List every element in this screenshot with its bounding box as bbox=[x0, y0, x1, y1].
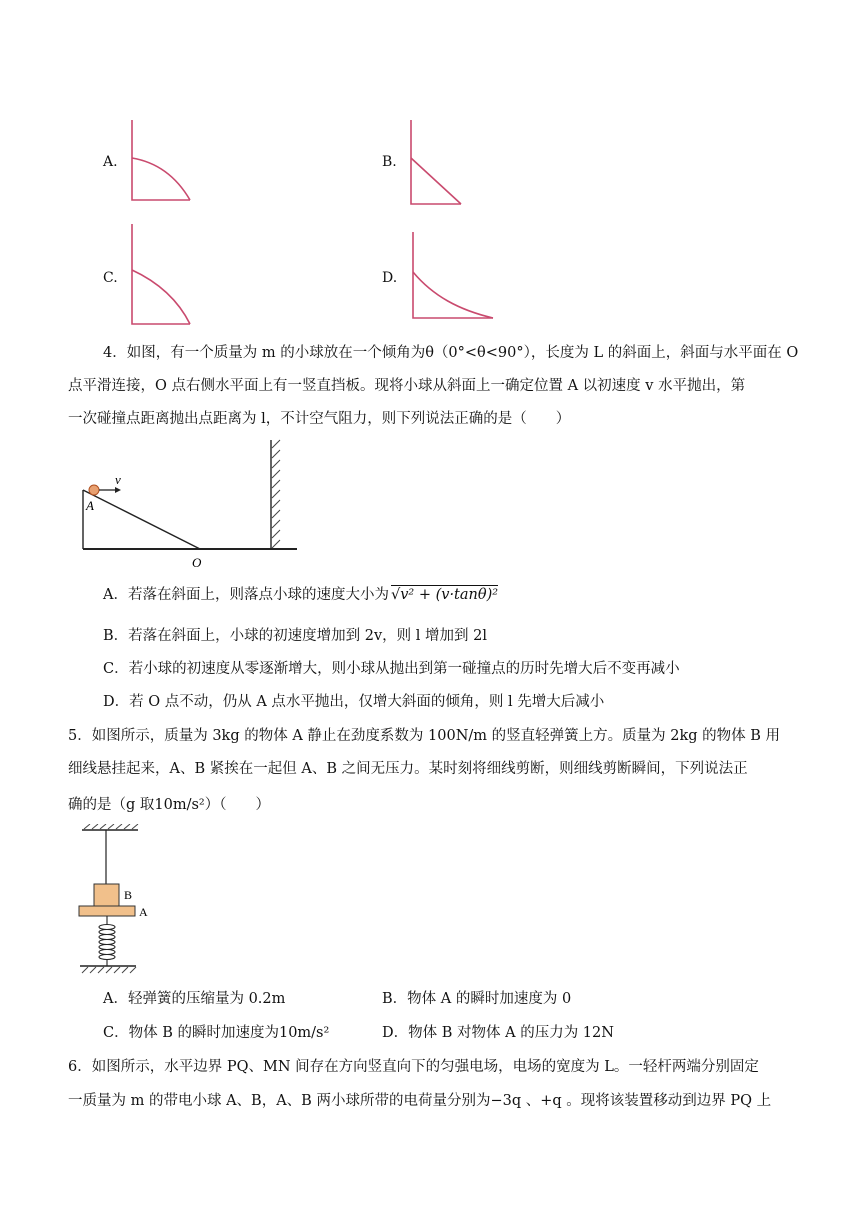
q4-incline-figure bbox=[75, 438, 305, 570]
q3-option-c-graph bbox=[128, 222, 198, 328]
q4-option-a-formula: √v² + (v·tanθ)² bbox=[390, 587, 499, 603]
q5-stem-line-2: 细线悬挂起来，A、B 紧挨在一起但 A、B 之间无压力。某时刻将细线剪断，则细线剪断瞬间，下列说法正 bbox=[68, 761, 748, 777]
q4-option-c: C．若小球的初速度从零逐渐增大，则小球从抛出到第一碰撞点的历时先增大后不变再减小 bbox=[103, 661, 680, 677]
q4-label-a: A bbox=[86, 498, 94, 513]
q4-stem-line-1: 4．如图，有一个质量为 m 的小球放在一个倾角为θ（0°<θ<90°），长度为 L 的斜面上，斜面与水平面在 O bbox=[103, 345, 799, 361]
q5-option-c: C．物体 B 的瞬时加速度为10m/s² bbox=[103, 1025, 330, 1041]
q3-option-d-graph bbox=[409, 230, 499, 324]
q3-option-b-label: B. bbox=[382, 154, 397, 170]
q4-label-v: v bbox=[115, 472, 121, 487]
q4-option-d: D．若 O 点不动，仍从 A 点水平抛出，仅增大斜面的倾角，则 l 先增大后减小 bbox=[103, 694, 605, 710]
q4-label-o: O bbox=[192, 555, 202, 570]
q5-option-b: B．物体 A 的瞬时加速度为 0 bbox=[382, 991, 572, 1007]
q4-option-a-text: A．若落在斜面上，则落点小球的速度大小为 bbox=[103, 587, 389, 603]
q5-stem-line-1: 5．如图所示，质量为 3kg 的物体 A 静止在劲度系数为 100N/m 的竖直轻弹簧上方。质量为 2kg 的物体 B 用 bbox=[68, 728, 781, 744]
q6-stem-line-1: 6．如图所示，水平边界 PQ、MN 间存在方向竖直向下的匀强电场，电场的宽度为 L。一轻杆两端分别固定 bbox=[68, 1059, 759, 1075]
q4-stem-line-3: 一次碰撞点距离抛出点距离为 l，不计空气阻力，则下列说法正确的是（ ） bbox=[68, 411, 571, 427]
q4-option-b: B．若落在斜面上，小球的初速度增加到 2v，则 l 增加到 2l bbox=[103, 628, 488, 644]
q4-option-a bbox=[103, 585, 498, 605]
q5-option-a: A．轻弹簧的压缩量为 0.2m bbox=[103, 991, 286, 1007]
q3-option-c-label: C. bbox=[103, 270, 118, 286]
q4-stem-line-2: 点平滑连接，O 点右侧水平面上有一竖直挡板。现将小球从斜面上一确定位置 A 以初速度 v 水平抛出，第 bbox=[68, 378, 746, 394]
q6-stem-line-2: 一质量为 m 的带电小球 A、B，A、B 两小球所带的电荷量分别为−3q 、+q 。现将该装置移动到边界 PQ 上 bbox=[68, 1093, 772, 1109]
q3-option-b-graph bbox=[407, 118, 467, 208]
q3-option-d-label: D. bbox=[382, 270, 398, 286]
q5-label-b: B bbox=[124, 888, 133, 902]
q5-stem-line-3: 确的是（g 取10m/s²）（ ） bbox=[68, 797, 270, 813]
q5-option-d: D．物体 B 对物体 A 的压力为 12N bbox=[382, 1025, 614, 1041]
q5-label-a: A bbox=[139, 905, 148, 919]
q3-option-a-label: A. bbox=[103, 154, 118, 170]
q3-option-a-graph bbox=[128, 118, 198, 204]
q5-spring-figure bbox=[74, 824, 164, 974]
